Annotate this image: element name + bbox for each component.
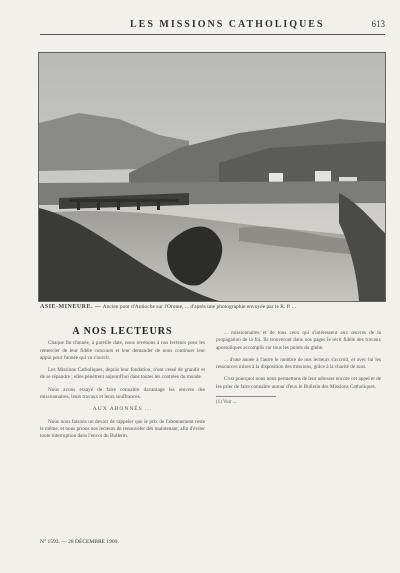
paragraph: Nous nous faisons un devoir de rappeler que le prix de l'abonnement reste le même, et nous prions nos lecteurs de renouveler dès maintenant, afin d'éviter toute interruption dans l'envoi du Bulletin. (40, 418, 205, 440)
paragraph: Les Missions Catholiques, depuis leur fondation, n'ont cessé de grandir et de se répandre ; elles pénètrent aujourd'hui dans toutes les contrées du monde. (40, 367, 205, 381)
figure-caption (40, 303, 385, 311)
issue-line (40, 539, 205, 545)
article-title: A NOS LECTEURS (72, 326, 173, 337)
subheading: AUX ABONNÉS ... (92, 406, 153, 413)
issue-date: — 28 DÉCEMBRE 1900. (61, 539, 119, 545)
landscape-photograph (38, 52, 386, 302)
right-column (216, 330, 381, 406)
footnote: (1) Voir ... (216, 396, 276, 406)
river-bridge-photo (39, 53, 385, 301)
paragraph: C'est pourquoi nous nous permettons de leur adresser encore cet appel et de les prier de faire connaître autour d'eux le Bulletin des Missions Catholiques. (216, 376, 381, 390)
caption-text: Ancien pont d'Antioche sur l'Oronte, ... d'après une photographie envoyée par le R. P. ... (102, 304, 297, 310)
page-header (40, 18, 385, 35)
issue-number: N° 1593. (40, 539, 60, 545)
paragraph: ... d'une année à l'autre le nombre de nos lecteurs s'accroît, et avec lui les ressources mises à la disposition des missions, grâce à la charité de tous. (216, 356, 381, 371)
paragraph: ... missionnaires et de tous ceux qui s'intéressent aux œuvres de la propagation de la foi. Ils trouveront dans nos pages le récit fidèle des travaux apostoliques accomplis sur tous les points du globe. (216, 330, 381, 351)
paragraph: Chaque fin d'année, à pareille date, nous revenons à nos lecteurs pour les remercier de leur fidèle concours et leur demander de nous continuer leur appui pour l'année qui va s'ouvrir. (40, 340, 205, 361)
page-number: 613 (371, 19, 385, 29)
paragraph: Nous avons essayé de faire connaître davantage les œuvres des missionnaires, leurs travaux et leurs souffrances. (40, 386, 205, 401)
journal-title: LES MISSIONS CATHOLIQUES (130, 19, 325, 30)
caption-lead: ASIE-MINEURE. — (40, 304, 102, 310)
left-column (40, 328, 205, 446)
